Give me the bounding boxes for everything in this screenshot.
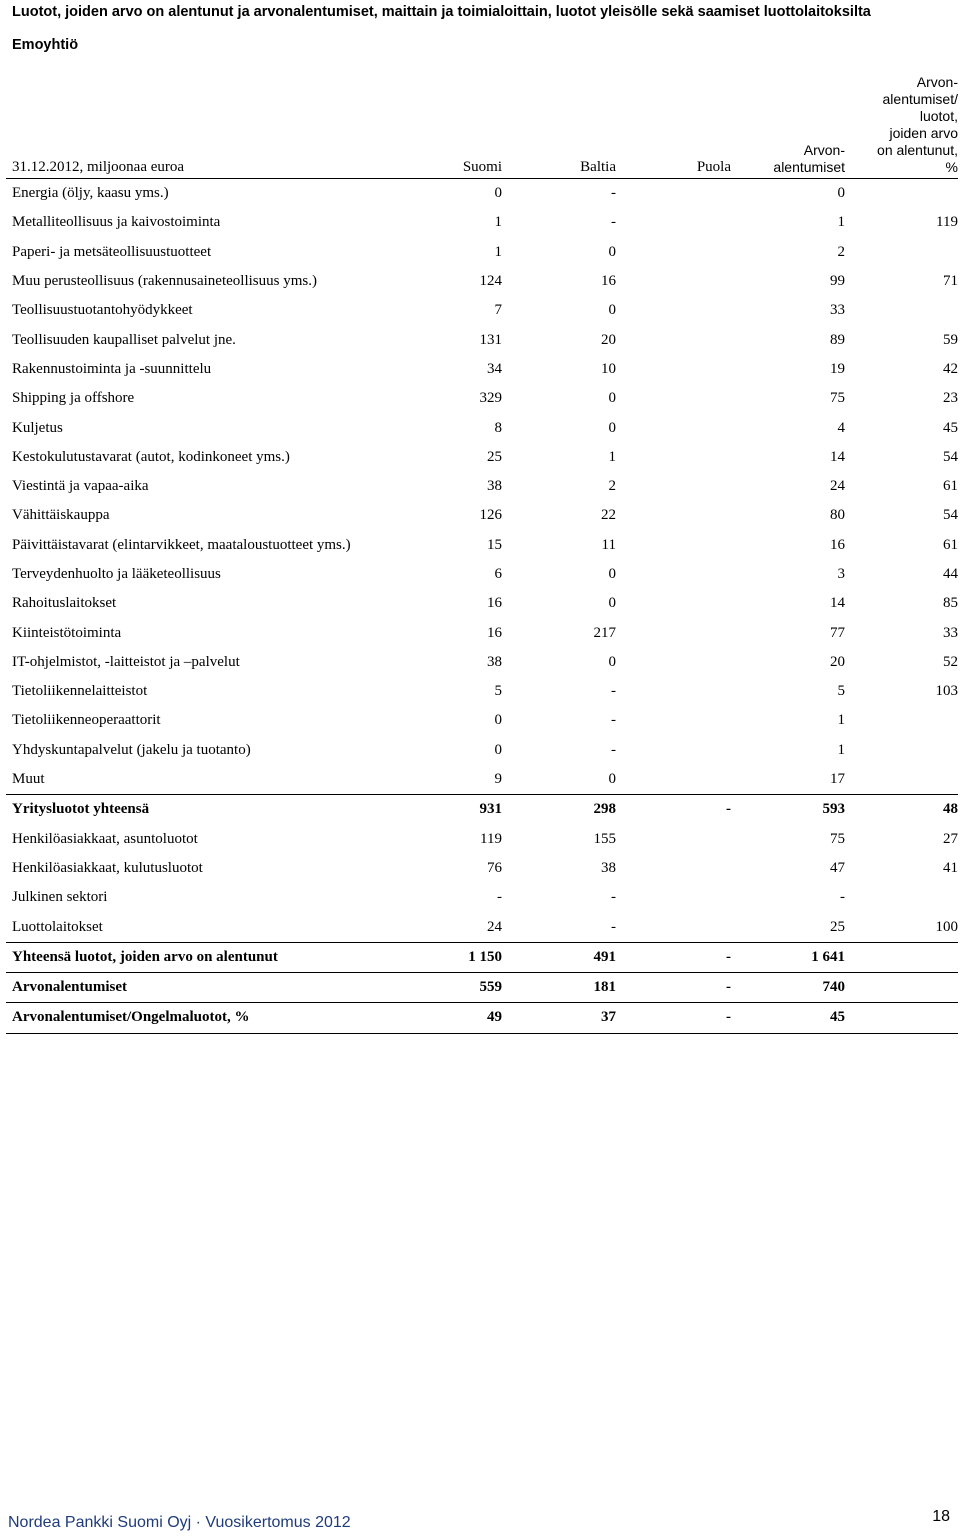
cell-pct — [845, 706, 958, 735]
header-pct-line: % — [945, 159, 958, 175]
cell-label: Luottolaitokset — [12, 918, 103, 935]
cell-puola — [616, 648, 731, 677]
footer-publication: Nordea Pankki Suomi Oyj · Vuosikertomus 2012 — [8, 1514, 351, 1531]
table-row — [6, 355, 958, 384]
cell-label: Muut — [12, 771, 45, 788]
table-row — [6, 472, 958, 501]
cell-suomi: 8 — [494, 419, 502, 436]
cell-pct: 41 — [943, 859, 958, 876]
cell-suomi: 0 — [494, 712, 502, 729]
table-row — [6, 854, 958, 883]
table-row — [6, 677, 958, 706]
header-alen-line: Arvon- — [803, 142, 845, 158]
cell-baltia: 0 — [608, 243, 616, 260]
cell-alen: 25 — [830, 918, 845, 935]
cell-puola — [616, 179, 731, 209]
cell-baltia: 0 — [608, 419, 616, 436]
table-row — [6, 296, 958, 325]
table-row — [6, 765, 958, 795]
cell-alen: 99 — [830, 273, 845, 290]
cell-alen: 20 — [830, 653, 845, 670]
cell-baltia: 181 — [502, 973, 616, 1003]
cell-baltia: - — [611, 185, 616, 202]
cell-suomi: 6 — [494, 566, 502, 582]
cell-pct: 42 — [943, 360, 958, 377]
cell-pct — [845, 179, 958, 209]
cell-label: Rakennustoiminta ja -suunnittelu — [12, 360, 212, 377]
cell-suomi: 329 — [479, 390, 502, 407]
cell-puola — [616, 765, 731, 795]
cell-alen: - — [840, 889, 845, 906]
table-row — [6, 648, 958, 677]
table-row — [6, 1003, 958, 1033]
cell-baltia: 0 — [608, 595, 616, 612]
cell-puola — [616, 560, 731, 589]
cell-puola — [616, 706, 731, 735]
cell-pct: 61 — [943, 536, 958, 553]
cell-label: Arvonalentumiset — [6, 973, 410, 1003]
cell-baltia: 10 — [601, 360, 616, 377]
cell-alen: 0 — [837, 185, 845, 202]
cell-suomi: 5 — [494, 683, 502, 700]
cell-suomi: 16 — [487, 595, 502, 612]
cell-baltia: 491 — [502, 942, 616, 972]
table-row — [6, 531, 958, 560]
cell-baltia: 11 — [601, 536, 616, 553]
cell-label: Vähittäiskauppa — [12, 507, 110, 524]
cell-suomi: 15 — [487, 536, 502, 553]
cell-label: Henkilöasiakkaat, kulutusluotot — [12, 859, 203, 876]
cell-puola — [616, 325, 731, 354]
cell-baltia: 0 — [608, 771, 616, 788]
cell-suomi: 0 — [494, 185, 502, 202]
table-row — [6, 413, 958, 442]
cell-baltia: 37 — [502, 1003, 616, 1033]
table-row — [6, 179, 958, 209]
cell-puola: - — [616, 942, 731, 972]
cell-puola — [616, 413, 731, 442]
cell-alen: 17 — [830, 771, 845, 788]
header-suomi: Suomi — [410, 62, 502, 179]
cell-baltia: - — [611, 683, 616, 700]
table-row — [6, 973, 958, 1003]
cell-puola — [616, 472, 731, 501]
table-row — [6, 267, 958, 296]
cell-label: Kestokulutustavarat (autot, kodinkoneet yms.) — [12, 448, 290, 465]
cell-suomi: 119 — [480, 830, 502, 847]
cell-pct: 44 — [943, 566, 958, 582]
cell-label: Teollisuuden kaupalliset palvelut jne. — [12, 331, 236, 348]
cell-pct: 54 — [943, 448, 958, 465]
table-row — [6, 942, 958, 972]
cell-suomi: 1 — [494, 243, 502, 260]
cell-puola — [616, 883, 731, 912]
header-arvonalentumiset — [731, 62, 845, 179]
cell-pct — [845, 973, 958, 1003]
cell-baltia: 20 — [601, 331, 616, 348]
cell-label: Kuljetus — [12, 419, 63, 436]
cell-pct — [845, 883, 958, 912]
cell-suomi: 38 — [487, 653, 502, 670]
cell-alen: 80 — [830, 507, 845, 524]
cell-baltia: 1 — [608, 448, 616, 465]
cell-suomi: 38 — [487, 478, 502, 495]
cell-pct: 61 — [943, 478, 958, 495]
cell-puola — [616, 267, 731, 296]
cell-puola — [616, 531, 731, 560]
cell-baltia: 2 — [608, 478, 616, 495]
cell-alen: 3 — [837, 566, 845, 582]
table-row — [6, 883, 958, 912]
table-row — [6, 238, 958, 267]
cell-label: Teollisuustuotantohyödykkeet — [12, 302, 193, 319]
header-period: 31.12.2012, miljoonaa euroa — [6, 62, 410, 179]
cell-pct — [845, 296, 958, 325]
cell-alen: 19 — [830, 360, 845, 377]
header-pct-line: joiden arvo — [889, 125, 958, 141]
cell-puola — [616, 501, 731, 530]
table-header-row — [6, 62, 958, 179]
cell-pct — [845, 736, 958, 765]
cell-pct: 119 — [936, 214, 958, 231]
cell-baltia: 0 — [608, 566, 616, 582]
cell-puola — [616, 825, 731, 854]
cell-suomi: - — [497, 889, 502, 906]
header-pct-line: on alentunut, — [877, 142, 958, 158]
cell-pct: 85 — [943, 595, 958, 612]
cell-baltia: - — [611, 712, 616, 729]
impaired-loans-table — [6, 62, 958, 1034]
page-number: 18 — [932, 1508, 950, 1525]
cell-pct: 45 — [943, 419, 958, 436]
cell-baltia: - — [611, 918, 616, 935]
cell-label: Energia (öljy, kaasu yms.) — [12, 185, 169, 202]
header-pct-line: luotot, — [919, 108, 958, 124]
cell-puola — [616, 384, 731, 413]
cell-suomi: 124 — [479, 273, 502, 290]
cell-pct — [845, 942, 958, 972]
cell-label: Muu perusteollisuus (rakennusaineteollisuus yms.) — [12, 273, 317, 290]
cell-alen: 16 — [830, 536, 845, 553]
cell-label: Rahoituslaitokset — [12, 595, 117, 612]
cell-label: Tietoliikennelaitteistot — [12, 683, 148, 700]
cell-puola — [616, 912, 731, 942]
cell-alen: 14 — [830, 448, 845, 465]
cell-alen: 593 — [731, 795, 845, 825]
cell-alen: 77 — [830, 624, 845, 641]
cell-suomi: 76 — [487, 859, 502, 876]
cell-baltia: 0 — [608, 653, 616, 670]
cell-alen: 4 — [837, 419, 845, 436]
cell-alen: 33 — [830, 302, 845, 319]
cell-suomi: 559 — [410, 973, 502, 1003]
table-row — [6, 560, 958, 589]
cell-suomi: 49 — [410, 1003, 502, 1033]
cell-label: Metalliteollisuus ja kaivostoiminta — [12, 214, 221, 231]
cell-puola — [616, 296, 731, 325]
cell-suomi: 9 — [494, 771, 502, 788]
cell-puola — [616, 589, 731, 618]
cell-puola — [616, 443, 731, 472]
table-row — [6, 912, 958, 942]
cell-pct: 100 — [935, 918, 958, 935]
cell-puola — [616, 618, 731, 647]
cell-pct — [845, 238, 958, 267]
cell-label: Yhdyskuntapalvelut (jakelu ja tuotanto) — [12, 741, 251, 758]
cell-suomi: 931 — [410, 795, 502, 825]
cell-label: Arvonalentumiset/Ongelmaluotot, % — [6, 1003, 410, 1033]
cell-alen: 45 — [731, 1003, 845, 1033]
cell-label: Paperi- ja metsäteollisuustuotteet — [12, 243, 212, 260]
table-row — [6, 208, 958, 237]
table-row — [6, 589, 958, 618]
cell-suomi: 131 — [479, 331, 502, 348]
cell-label: Kiinteistötoiminta — [12, 624, 122, 641]
cell-label: IT-ohjelmistot, -laitteistot ja –palvelut — [12, 653, 240, 670]
cell-baltia: 22 — [601, 507, 616, 524]
table-row — [6, 384, 958, 413]
document-title: Luotot, joiden arvo on alentunut ja arvonalentumiset, maittain ja toimialoittain, luotot yleisölle sekä saamiset luottolaitoksilta — [12, 4, 871, 20]
cell-baltia: 0 — [608, 390, 616, 407]
cell-alen: 1 641 — [731, 942, 845, 972]
table-row — [6, 618, 958, 647]
cell-label: Päivittäistavarat (elintarvikkeet, maataloustuotteet yms.) — [12, 536, 351, 553]
cell-pct: 23 — [943, 390, 958, 407]
cell-pct: 71 — [943, 273, 958, 290]
cell-puola: - — [616, 795, 731, 825]
cell-pct: 54 — [943, 507, 958, 524]
cell-pct: 103 — [935, 683, 958, 700]
cell-suomi: 34 — [487, 360, 502, 377]
table-row — [6, 736, 958, 765]
cell-baltia: - — [611, 214, 616, 231]
cell-label: Tietoliikenneoperaattorit — [12, 712, 161, 729]
cell-suomi: 1 — [494, 214, 502, 231]
cell-baltia: 0 — [608, 302, 616, 319]
cell-alen: 1 — [837, 741, 845, 758]
header-alen-line: alentumiset — [773, 159, 845, 175]
table-row — [6, 443, 958, 472]
cell-puola — [616, 355, 731, 384]
cell-suomi: 126 — [479, 507, 502, 524]
cell-alen: 2 — [837, 243, 845, 260]
cell-label: Terveydenhuolto ja lääketeollisuus — [12, 566, 221, 582]
cell-pct: 48 — [845, 795, 958, 825]
cell-puola: - — [616, 1003, 731, 1033]
cell-pct — [845, 765, 958, 795]
cell-baltia: 16 — [601, 273, 616, 290]
cell-alen: 75 — [830, 830, 845, 847]
cell-puola — [616, 677, 731, 706]
cell-pct: 59 — [943, 331, 958, 348]
cell-puola — [616, 854, 731, 883]
cell-baltia: - — [611, 889, 616, 906]
cell-alen: 740 — [731, 973, 845, 1003]
header-pct-line: Arvon- — [916, 74, 958, 90]
cell-alen: 1 — [837, 214, 845, 231]
header-pct-line: alentumiset/ — [882, 91, 958, 107]
cell-puola — [616, 208, 731, 237]
cell-suomi: 0 — [494, 741, 502, 758]
table-row — [6, 825, 958, 854]
cell-suomi: 24 — [487, 918, 502, 935]
cell-baltia: 298 — [502, 795, 616, 825]
cell-alen: 5 — [837, 683, 845, 700]
cell-alen: 75 — [830, 390, 845, 407]
cell-label: Viestintä ja vapaa-aika — [12, 478, 149, 495]
cell-baltia: 155 — [593, 830, 616, 847]
cell-suomi: 1 150 — [410, 942, 502, 972]
header-percentage — [845, 62, 958, 179]
cell-suomi: 16 — [487, 624, 502, 641]
cell-baltia: - — [611, 741, 616, 758]
cell-label: Shipping ja offshore — [12, 390, 135, 407]
document-subtitle: Emoyhtiö — [12, 37, 79, 53]
cell-label: Yritysluotot yhteensä — [6, 795, 410, 825]
cell-alen: 14 — [830, 595, 845, 612]
cell-label: Julkinen sektori — [12, 889, 108, 906]
header-baltia: Baltia — [502, 62, 616, 179]
table-row — [6, 706, 958, 735]
cell-label: Yhteensä luotot, joiden arvo on alentunut — [6, 942, 410, 972]
cell-baltia: 38 — [601, 859, 616, 876]
cell-label: Henkilöasiakkaat, asuntoluotot — [12, 830, 198, 847]
cell-pct: 27 — [943, 830, 958, 847]
cell-suomi: 7 — [494, 302, 502, 319]
cell-pct — [845, 1003, 958, 1033]
table-row — [6, 501, 958, 530]
cell-alen: 47 — [830, 859, 845, 876]
cell-alen: 89 — [830, 331, 845, 348]
cell-alen: 1 — [837, 712, 845, 729]
cell-puola — [616, 238, 731, 267]
cell-puola — [616, 736, 731, 765]
cell-baltia: 217 — [593, 624, 616, 641]
table-row — [6, 325, 958, 354]
header-puola: Puola — [616, 62, 731, 179]
table-body — [6, 179, 958, 1034]
cell-suomi: 25 — [487, 448, 502, 465]
cell-alen: 24 — [830, 478, 845, 495]
cell-puola: - — [616, 973, 731, 1003]
cell-pct: 33 — [943, 624, 958, 641]
cell-pct: 52 — [943, 653, 958, 670]
table-row — [6, 795, 958, 825]
